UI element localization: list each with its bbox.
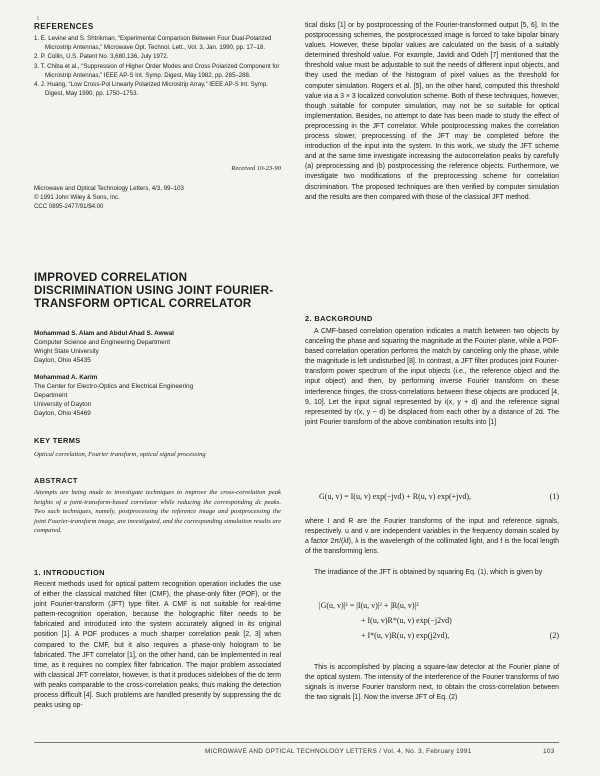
equation-number: (1) <box>549 492 559 501</box>
introduction-heading: 1. INTRODUCTION <box>34 568 105 577</box>
affiliation-line: University of Dayton <box>34 401 92 408</box>
author-block-2 <box>34 373 281 418</box>
key-terms: Optical correlation, Fourier transform, optical signal processing <box>34 451 206 458</box>
publication-info <box>34 184 281 212</box>
background-paragraph: The irradiance of the JFT is obtained by squaring Eq. (1), which is given by <box>314 569 543 576</box>
footer-rule <box>34 742 559 743</box>
received-date: Received 10-23-90 <box>231 165 281 172</box>
equation-2 <box>319 598 559 643</box>
references-heading: REFERENCES <box>34 22 94 31</box>
equation-line: + I(u, v)R*(u, v) exp(−j2vd) <box>361 616 452 625</box>
affiliation-line: Dayton, Ohio 45469 <box>34 410 91 417</box>
reference-item: 4. J. Huang, “Low Cross-Pol Linearly Polarized Microstrip Array,” IEEE AP-S Int. Symp. Digest, May 1990, pp. 1750–1753. <box>34 81 268 98</box>
introduction-text: Recent methods used for optical pattern recognition operation includes the use of either the classical matched filter (CMF), the phase-only filter (POF), or the joint Fourier-transform (JFT) type filter. A CMF is not suitable for real-time pattern-recognition operation, because the holographic filter needs to be fabricated and introduced into the system accurately aligned in its original position [1]. A POF produces a much sharper correlation peak [2, 3] when compared to the CMF, but it also requires a phase-only hologram to be fabricated. The JFT correlator [1], on the other hand, can be implemented in real time, as it requires no complex filter fabrication. The major problem associated with classical JFT correlator, however, is that it produces sidelobes of the dc term with peaks comparable to the cross-correlation peaks, thus making the detection process difficult [4]. Such problems are handled presently by suppressing the dc peaks using op- <box>34 581 281 710</box>
background-paragraph: This is accomplished by placing a square-law detector at the Fourier plane of the optical system. The intensity of the interference of the Fourier transforms of two signals is inverse Fourier transform next, to obtain the cross-correlation between the two signals [1]. Now the inverse JFT of Eq. (2) <box>305 664 559 702</box>
affiliation-line: Department <box>34 392 68 399</box>
equation-number: (2) <box>549 631 559 640</box>
page-number: 103 <box>543 748 555 755</box>
article-title: IMPROVED CORRELATION DISCRIMINATION USING JOINT FOURIER-TRANSFORM OPTICAL CORRELATOR <box>34 271 274 310</box>
affiliation-line: Wright State University <box>34 348 99 355</box>
reference-list <box>34 34 281 98</box>
pub-line: Microwave and Optical Technology Letters, 4/3, 99–103 <box>34 185 184 192</box>
background-paragraph: A CMF-based correlation operation indicates a match between two objects by canceling the phase and squaring the magnitude at the Fourier plane, while a POF-based correlation operation performs the match by canceling only the phase, while the magnitude is left undisturbed [8]. In contrast, a JFT filter produces joint Fourier-transform power spectrum of the input objects (i.e., the reference object and the input object) and then, by performing inverse Fourier transform on these interference fringes, the cross-correlations between these objects are produced [4, 9, 10]. Let the input signal represented by i(x, y + d) and the reference signal represented by r(x, y − d) be displaced from each other by a distance of 2d. The joint Fourier transform of the above combination results into [1] <box>305 328 559 426</box>
background-paragraph: where I and R are the Fourier transforms of the input and reference signals, respectively. u and v are independent variables in the frequency domain scaled by a factor 2π/(λf), λ is the wavelength of the collimated light, and f is the focal length of the transforming lens. <box>305 518 559 556</box>
reference-item: 3. T. Chiba et al., “Suppression of Higher Order Modes and Cross Polarized Component for Microstrip Antennas,” IEEE AP-S Int. Symp. Digest, May 1982, pp. 285–288. <box>34 62 280 79</box>
reference-item: 1. E. Levine and S. Shtrikman, “Experimental Comparison Between Four Dual-Polarized Microstrip Antennas,” Microwave Opt. Technol. Lett., Vol. 3, Jan. 1990, pp. 17–18. <box>34 35 272 52</box>
pub-line: © 1991 John Wiley & Sons, Inc. <box>34 194 120 202</box>
footer-journal: MICROWAVE AND OPTICAL TECHNOLOGY LETTERS / Vol. 4, No. 3, February 1991 <box>205 748 472 755</box>
equation-line: |G(u, v)|² = |I(u, v)|² + |R(u, v)|² <box>319 601 419 610</box>
key-terms-heading: KEY TERMS <box>34 436 81 445</box>
background-heading: 2. BACKGROUND <box>305 314 373 323</box>
abstract-heading: ABSTRACT <box>34 476 78 485</box>
author-block-1 <box>34 329 281 365</box>
affiliation-line: Dayton, Ohio 45435 <box>34 357 91 364</box>
affiliation-line: The Center for Electro-Optics and Electrical Engineering <box>34 383 194 390</box>
pub-line: CCC 0895-2477/91/$4.00 <box>34 203 104 211</box>
affiliation-line: Computer Science and Engineering Department <box>34 339 171 346</box>
equation-1 <box>319 492 559 501</box>
abstract-text: Attempts are being made to investigate techniques to improve the cross-correlation peak heights of a joint-transform-based correlator while reducing the corresponding dc peaks. Two such techniques, namely, postprocessing the reference image and postprocessing the joint Fourier-transform image, are investigated, and the corresponding simulation results are compared. <box>34 489 281 535</box>
author-names: Mohammad A. Karim <box>34 374 98 381</box>
equation-line <box>319 628 559 643</box>
equation-body: G(u, v) = I(u, v) exp(−jvd) + R(u, v) exp(+jvd), <box>319 492 472 501</box>
reference-item: 2. P. Collin, U.S. Patent No. 3,680,136, July 1972. <box>34 53 169 61</box>
introduction-continued: tical disks [1] or by postprocessing of the Fourier-transformed output [5, 6]. In the postprocessing schemes, the postprocessed image is forced to take bipolar binary values. However, these bipolar values are calculated on the basis of a suitably determined threshold value. For example, Javidi and Odeh [7] mentioned that the threshold value must be adjustable to suit the needs of different input objects, and they used the median of the histogram of pixel values as the threshold for computer simulation. Rogers et al. [5], on the other hand, computed this threshold value via a 3 × 3 localized convolution scheme. Both of these techniques, however, though suitable for computer simulation, may not be so suitable for optical implementation. Besides, no attempt to date has been made to study the effect of preprocessing in the JFT correlator. While postprocessing makes the correlation process slower, preprocessing of the JFT may be completed before the introduction of the input into the system. In this work, we study the JFT scheme and at the same time investigate increasing the autocorrelation peaks by carefully (a) preprocessing and (b) postprocessing the reference objects. Furthermore, we investigate two modifications of the preprocessing scheme for correlation discrimination. The proposed techniques are then verified by computer simulation and the results are then compared with those of the classical JFT method. <box>305 22 559 201</box>
corner-mark: t <box>37 14 39 22</box>
author-names: Mohammad S. Alam and Abdul Ahad S. Awwal <box>34 330 174 337</box>
equation-body: + I*(u, v)R(u, v) exp(j2vd), <box>361 631 450 640</box>
